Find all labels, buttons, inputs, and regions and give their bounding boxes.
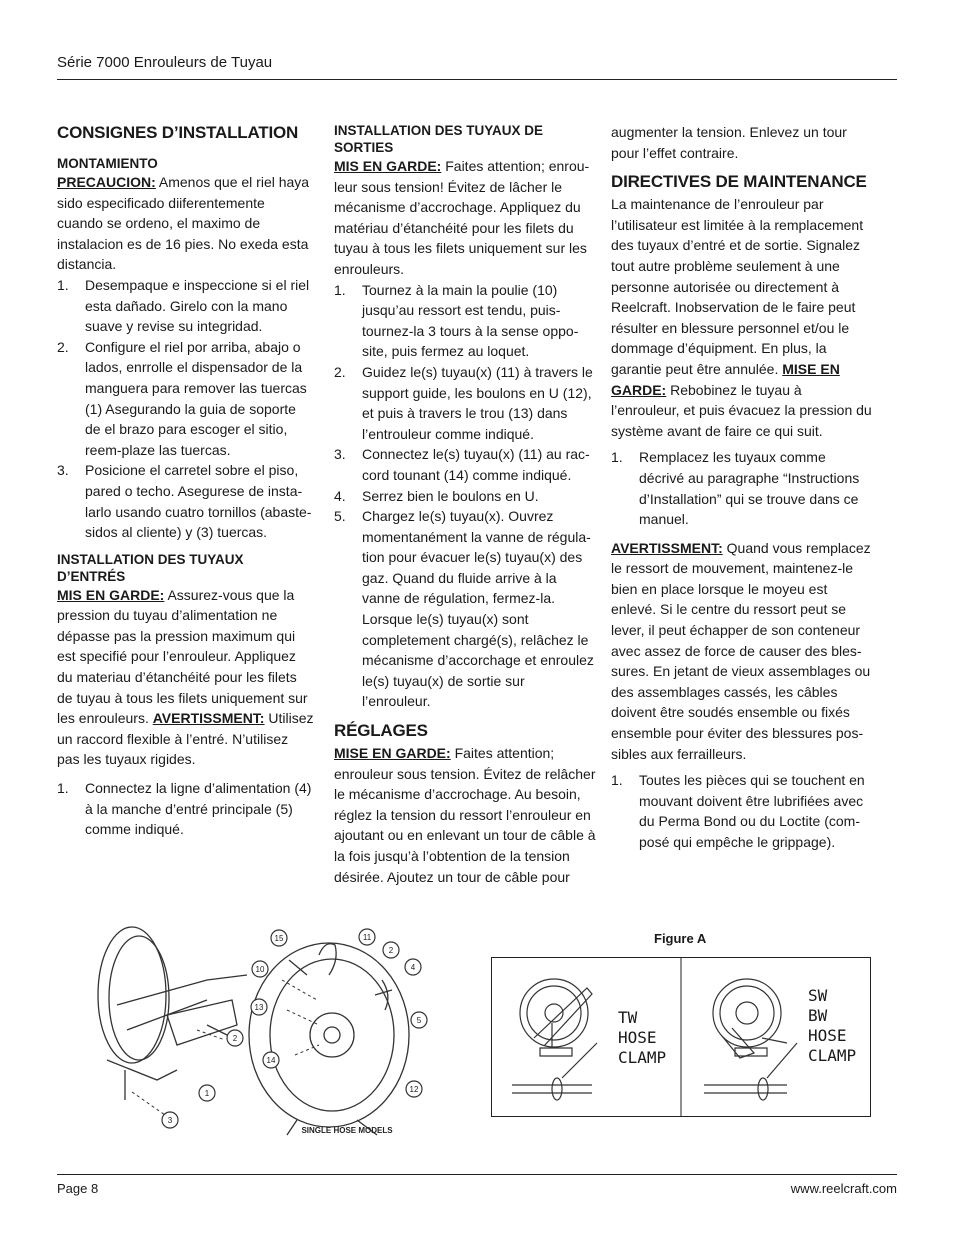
callout-13: 13 [254,1003,264,1012]
figure-caption: SINGLE HOSE MODELS [301,1126,393,1135]
list-item [334,444,596,485]
column-1 [57,122,314,840]
avertissment-label: AVERTISSMENT: [152,710,265,727]
list-text: Chargez le(s) tuyau(x). Ouvrez momentanément la vanne de régula-tion pour évacuer le(s) tuyau(x) des gaz. Quand du fluide arrive à la vanne de régulation, fermez-la. Lorsque le(s) tuyau(x) sont completement chargé(s), relâchez le mécanisme d’accorchage et enroulez le(s) tuyau(x) de sortie sur l’enrouleur. [362,508,594,710]
callout-11: 11 [362,933,372,942]
avertissment-text: Quand vous remplacez le ressort de mouvement, maintenez-le bien en place lorsque le moyeu est enlevé. Si le centre du ressort peut se lever, il peut échapper de son conteneur avec assez de force de causer des bles-sures. En jetant de vieux assemblages ou des assemblages cassés, les câbles doivent être soudés ensemble ou fixés ensemble pour éviter des blessures pos-sibles aux ferrailleurs. [611,539,871,762]
callout-3: 3 [167,1116,173,1125]
list-item [611,770,873,852]
column-3 [611,122,873,853]
list-number: 1. [57,276,69,293]
maintenance-text: La maintenance de l’enrouleur par l’utilisateur est limitée à la remplacement des tuyaux d’entré et de sortie. Signalez tout autre problème seulement à une personne autorisée ou directement à Reelcraft. Inobservation de le faire peut résulter en blessure personnel et/ou le dommage d’équipment. En plus, la garantie peut être annulée. [611,196,864,377]
installation-title: CONSIGNES D’INSTALLATION [57,123,299,142]
list-text: Connectez la ligne d’alimentation (4) à la manche d’entré principale (5) comme indiqué. [85,780,312,838]
precaucion-text: Amenos que el riel haya sido especificado diiferentemente cuando se ordeno, el maximo de instalacion es de 16 pies. No exeda esta distancia. [57,174,310,273]
callout-15: 15 [274,934,284,943]
list-number: 4. [334,487,346,504]
mise-en-garde-text: Rebobinez le tuyau à l’enrouleur, et puis évacuez la pression du système avant de faire ce qui suit. [611,381,872,439]
mise-en-garde-text: Faites attention; enrouleur sous tension. Évitez de relâcher le mécanisme d’accrochage. Au besoin, réglez la tension du ressort l’enrouleur en ajoutant ou en enlevant un tour de câble à la fois jusqu’à l’obtention de la tension désirée. Ajoutez un tour de câble pour [334,745,596,885]
list-text: Connectez le(s) tuyau(x) (11) au rac-cord tounant (14) comme indiqué. [362,446,590,483]
list-item [57,460,314,542]
list-text: Configure el riel por arriba, abajo o lados, enrrolle el dispensador de la manguera para remover las tuercas (1) Asegurando la guia de soporte de el brazo para escoger el sitio, reem-plaze las tuercas. [85,338,307,458]
avertissment-label: AVERTISSMENT: [611,539,723,556]
list-number: 2. [334,363,346,380]
maintenance-paragraph [611,194,873,441]
list-text: Toutes les pièces qui se touchent en mouvant doivent être lubrifiées avec du Perma Bond ou du Loctite (com-posé qui empêche le grippage). [639,772,865,850]
list-item [334,280,596,362]
callout-1: 1 [204,1089,210,1098]
maintenance-steps [611,447,873,529]
list-text: Tournez à la main la poulie (10) jusqu’au ressort est tendu, puis-tournez-la 3 tours à la sense oppo-site, puis fermez au loquet. [362,281,579,360]
mise-en-garde-label: MISE EN GARDE: [334,745,451,762]
footer-rule [57,1174,897,1175]
website-link[interactable]: www.reelcraft.com [790,1181,897,1196]
montamiento-heading: MONTAMIENTO [57,156,158,171]
reglages-title: RÉGLAGES [334,721,428,741]
list-item [334,362,596,444]
list-number: 1. [611,449,623,466]
callout-14: 14 [266,1056,276,1065]
list-item [334,506,596,712]
list-item [611,447,873,529]
tw-hose-clamp-label: TW HOSE CLAMP [618,1008,667,1067]
figure-a-label: Figure A [654,931,707,946]
exploded-view-drawing [57,920,429,1142]
list-number: 1. [57,780,69,797]
callout-2b: 2 [232,1034,238,1043]
callout-10: 10 [255,965,265,974]
list-number: 1. [611,772,623,789]
avertissment-paragraph [611,538,873,765]
callout-5: 5 [416,1016,422,1025]
document-header-title: Série 7000 Enrouleurs de Tuyau [57,54,273,71]
montamiento-steps [57,275,314,543]
mis-en-garde-text: Assurez-vous que la pression du tuyau d’alimentation ne dépasse pas la pression maximum qui est specifié pour l’enrouleur. Appliquez du materiau d’étanchéité pour les filets de tuyau à tous les filets uniquement sur les enrouleurs. [57,586,308,727]
reglages-continued: augmenter la tension. Enlevez un tour pour l’effet contraire. [611,124,847,161]
maintenance-title: DIRECTIVES DE MAINTENANCE [611,172,867,192]
avertissment-text: Utilisez un raccord flexible à l’entré. N’utilisez pas les tuyaux rigides. [57,710,314,768]
entres-paragraph [57,585,314,770]
mis-en-garde-label: MIS EN GARDE: [57,586,165,603]
callout-12: 12 [409,1085,419,1094]
list-text: Guidez le(s) tuyau(x) (11) à travers le support guide, les boulons en U (12), et puis à travers le trou (13) dans l’entrouleur comme indiqué. [362,363,593,442]
mis-en-garde-label: MIS EN GARDE: [334,158,442,174]
reglages-paragraph [334,743,596,887]
callout-4: 4 [410,963,416,972]
precaucion-label: PRECAUCION: [57,174,156,190]
callout-2: 2 [388,946,394,955]
sw-bw-hose-clamp-label: SW BW HOSE CLAMP [808,986,857,1065]
list-item [334,486,596,507]
figure-a-box [491,957,871,1117]
header-rule [57,79,897,80]
single-hose-exploded-figure [57,920,429,1142]
list-number: 5. [334,508,346,525]
entres-steps [57,778,314,840]
list-number: 1. [334,281,346,298]
column-2 [334,122,596,887]
list-number: 3. [334,446,346,463]
sorties-paragraph [334,156,596,280]
sorties-steps [334,280,596,712]
list-text: Posicione el carretel sobre el piso, pared o techo. Asegurese de insta-larlo usando cuatro tornillos (abaste-sidos al cliente) y (3) tuercas. [85,462,312,541]
lubrication-steps [611,770,873,852]
entres-heading: INSTALLATION DES TUYAUX D’ENTRÉS [57,551,244,584]
list-item [57,778,314,840]
page-number: Page 8 [57,1181,99,1196]
list-text: Remplacez les tuyaux comme décrivé au paragraphe “Instructions d’Installation” qui se trouve dans ce manuel. [639,449,860,528]
list-item [57,337,314,461]
list-number: 2. [57,338,69,355]
list-text: Serrez bien le boulons en U. [362,487,539,504]
precaucion-paragraph [57,172,314,275]
sorties-heading: INSTALLATION DES TUYAUX DE SORTIES [334,123,544,155]
list-text: Desempaque e inspeccione si el riel esta dañado. Girelo con la mano suave y revise su integridad. [85,276,310,335]
list-item [57,275,314,337]
mis-en-garde-text: Faites attention; enrou-leur sous tension! Évitez de lâcher le mécanisme d’accrochage. Appliquez du matériau d’étanchéité pour les filets du tuyau à tous les filets uniquement sur les enrouleurs. [334,158,590,277]
mise-en-garde-label: MISE EN GARDE: [611,360,840,398]
list-number: 3. [57,462,69,479]
